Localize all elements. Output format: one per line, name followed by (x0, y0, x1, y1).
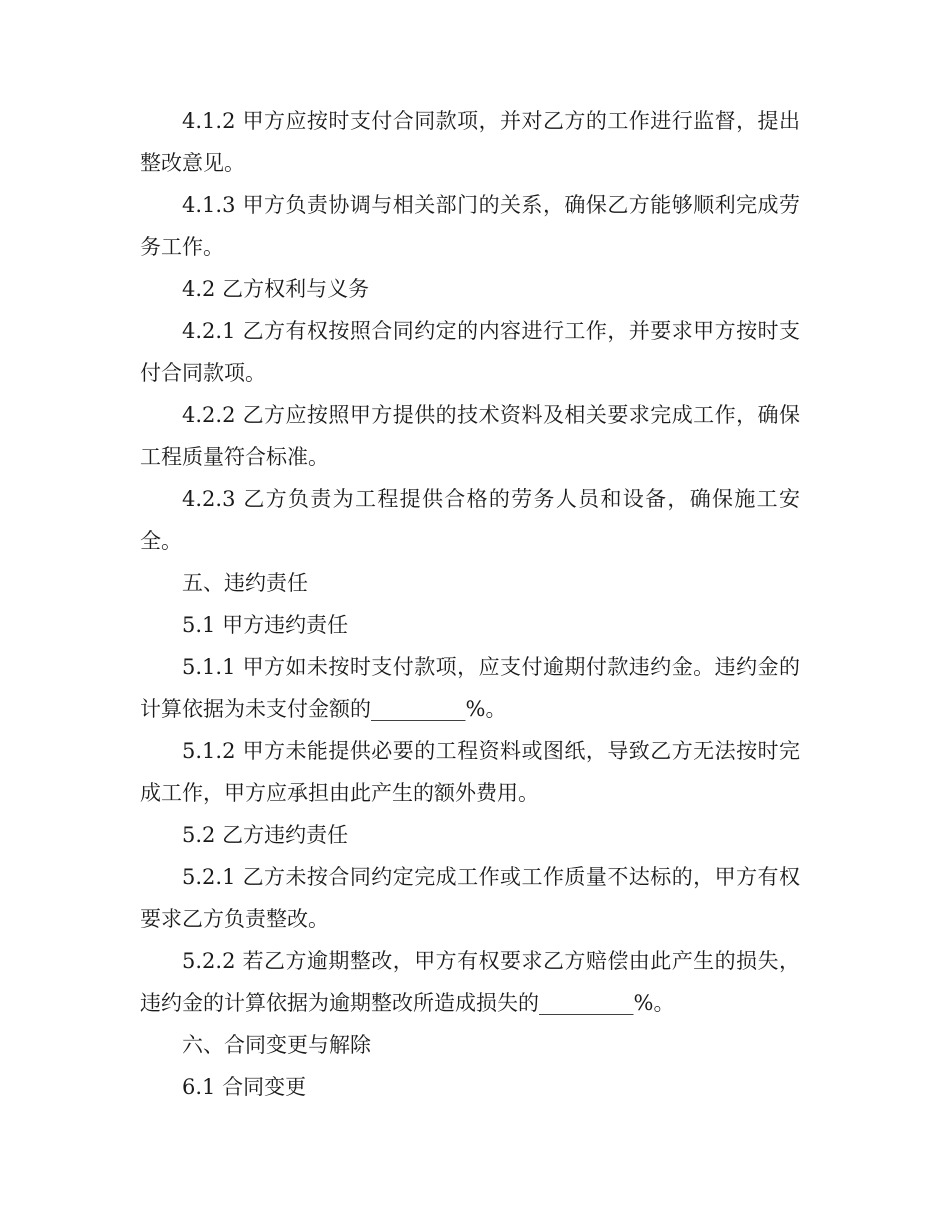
section-4-2-heading: 4.2 乙方权利与义务 (182, 277, 370, 301)
clause-4-1-3: 4.1.3 甲方负责协调与相关部门的关系，确保乙方能够顺利完成劳务工作。 (140, 193, 800, 259)
section-6-1-heading: 6.1 合同变更 (182, 1075, 307, 1099)
clause-5-2-2: 5.2.2 若乙方逾期整改，甲方有权要求乙方赔偿由此产生的损失，违约金的计算依据为逾期整改所造成损失的_________%。 (140, 949, 800, 1015)
section-6-heading: 六、合同变更与解除 (182, 1033, 371, 1057)
section-5-heading: 五、违约责任 (182, 571, 308, 595)
clause-4-1-2: 4.1.2 甲方应按时支付合同款项，并对乙方的工作进行监督，提出整改意见。 (140, 109, 800, 175)
section-5-1-heading: 5.1 甲方违约责任 (182, 613, 349, 637)
clause-5-2-1: 5.2.1 乙方未按合同约定完成工作或工作质量不达标的，甲方有权要求乙方负责整改。 (140, 865, 800, 931)
clause-5-1-1: 5.1.1 甲方如未按时支付款项，应支付逾期付款违约金。违约金的计算依据为未支付金额的_________%。 (140, 655, 800, 721)
section-5-2-heading: 5.2 乙方违约责任 (182, 823, 349, 847)
clause-5-1-2: 5.1.2 甲方未能提供必要的工程资料或图纸，导致乙方无法按时完成工作，甲方应承担由此产生的额外费用。 (140, 739, 800, 805)
document-body (140, 100, 800, 1108)
clause-4-2-3: 4.2.3 乙方负责为工程提供合格的劳务人员和设备，确保施工安全。 (140, 487, 800, 553)
clause-4-2-2: 4.2.2 乙方应按照甲方提供的技术资料及相关要求完成工作，确保工程质量符合标准。 (140, 403, 800, 469)
clause-4-2-1: 4.2.1 乙方有权按照合同约定的内容进行工作，并要求甲方按时支付合同款项。 (140, 319, 800, 385)
